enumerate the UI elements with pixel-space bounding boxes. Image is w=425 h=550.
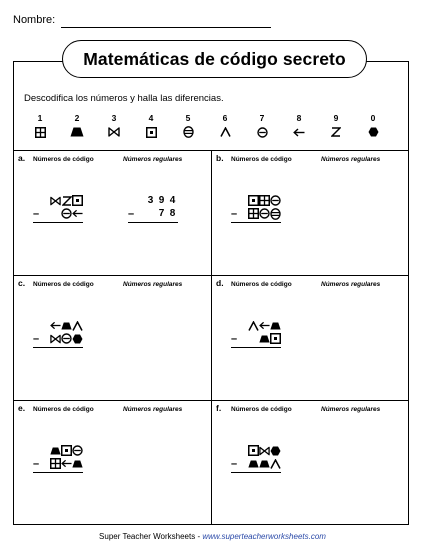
key-item-5 <box>178 113 198 138</box>
wedge-icon <box>248 319 259 332</box>
subtrahend-row <box>33 457 83 470</box>
Z-icon <box>326 126 346 138</box>
instructions: Descodifica los números y halla las diferencias. <box>24 93 224 104</box>
box-dot-icon <box>248 194 259 207</box>
code-numbers-header: Números de código <box>33 281 94 288</box>
regular-numbers-header: Números regulares <box>321 281 381 288</box>
key-digit: 0 <box>370 113 376 123</box>
trapezoid-icon <box>270 319 281 332</box>
box-plus-icon <box>50 457 61 470</box>
key-digit: 3 <box>111 113 117 123</box>
box-dot-icon <box>61 444 72 457</box>
digit: 3 <box>147 195 154 206</box>
trapezoid-icon <box>259 332 270 345</box>
minus-sign: – <box>128 207 135 220</box>
minuend-row <box>33 319 83 332</box>
minuend-row <box>33 194 83 207</box>
theta-bar-icon <box>270 207 281 220</box>
regular-numbers-header: Números regulares <box>321 406 381 413</box>
box-dot-icon <box>248 444 259 457</box>
title-text: Matemáticas de código secreto <box>83 48 346 69</box>
code-numbers-header: Números de código <box>33 156 94 163</box>
theta-icon <box>259 207 270 220</box>
box-plus-icon <box>248 207 259 220</box>
subtrahend-row <box>231 332 281 345</box>
minuend-row <box>231 194 281 207</box>
code-numbers-header: Números de código <box>231 156 292 163</box>
subtrahend-row <box>128 207 178 220</box>
code-numbers-header: Números de código <box>231 406 292 413</box>
answer-line[interactable] <box>33 472 83 473</box>
key-item-6 <box>215 113 235 138</box>
footer <box>0 532 425 541</box>
trapezoid-icon <box>72 457 83 470</box>
code-numbers-header: Números de código <box>33 406 94 413</box>
key-item-3 <box>104 113 124 138</box>
key-digit: 7 <box>259 113 265 123</box>
minus-sign: – <box>33 457 40 470</box>
regular-numbers-header: Números regulares <box>321 156 381 163</box>
trapezoid-icon <box>67 126 87 138</box>
left-arrow-icon <box>50 319 61 332</box>
answer-line[interactable] <box>33 347 83 348</box>
wedge-icon <box>270 457 281 470</box>
answer-line[interactable] <box>231 472 281 473</box>
theta-icon <box>72 444 83 457</box>
problem-letter: f. <box>216 403 222 413</box>
left-arrow-icon <box>259 319 270 332</box>
code-problem <box>33 194 83 223</box>
theta-bar-icon <box>178 126 198 138</box>
wedge-icon <box>215 126 235 138</box>
subtrahend-row <box>33 332 83 345</box>
code-problem <box>33 444 83 473</box>
theta-icon <box>61 332 72 345</box>
problem-letter: b. <box>216 153 224 163</box>
regular-numbers-header: Números regulares <box>123 281 183 288</box>
problem-cell-c <box>13 275 211 400</box>
minuend-row <box>33 444 83 457</box>
hexagon-icon <box>72 332 83 345</box>
problem-cell-a <box>13 150 211 275</box>
minuend-row <box>231 319 281 332</box>
box-dot-icon <box>270 332 281 345</box>
key-digit: 8 <box>296 113 302 123</box>
regular-numbers-header: Números regulares <box>123 156 183 163</box>
key-digit: 6 <box>222 113 228 123</box>
key-item-4 <box>141 113 161 138</box>
trapezoid-icon <box>248 457 259 470</box>
footer-url[interactable]: www.superteacherworksheets.com <box>202 532 326 541</box>
key-item-8 <box>289 113 309 138</box>
answer-line[interactable] <box>33 222 83 223</box>
problem-cell-e <box>13 400 211 525</box>
trapezoid-icon <box>259 457 270 470</box>
wedge-icon <box>72 319 83 332</box>
answer-line[interactable] <box>231 347 281 348</box>
problem-letter: a. <box>18 153 26 163</box>
digit: 4 <box>169 195 176 206</box>
minus-sign: – <box>33 332 40 345</box>
box-plus-icon <box>30 126 50 138</box>
regular-numbers-header: Números regulares <box>123 406 183 413</box>
minus-sign: – <box>231 207 238 220</box>
minus-sign: – <box>231 332 238 345</box>
theta-icon <box>61 207 72 220</box>
footer-text: Super Teacher Worksheets - <box>99 532 203 541</box>
problem-letter: d. <box>216 278 224 288</box>
answer-line[interactable] <box>231 222 281 223</box>
box-dot-icon <box>72 194 83 207</box>
bowtie-icon <box>259 444 270 457</box>
name-input-line[interactable] <box>61 27 271 28</box>
digit: 7 <box>158 208 165 219</box>
minus-sign: – <box>231 457 238 470</box>
code-problem <box>231 319 281 348</box>
subtrahend-row <box>33 207 83 220</box>
theta-icon <box>252 126 272 138</box>
subtrahend-row <box>231 457 281 470</box>
box-dot-icon <box>141 126 161 138</box>
key-item-9 <box>326 113 346 138</box>
subtrahend-row <box>231 207 281 220</box>
key-digit: 2 <box>74 113 80 123</box>
regular-problem <box>128 194 178 223</box>
key-item-2 <box>67 113 87 138</box>
bowtie-icon <box>104 126 124 138</box>
minus-sign: – <box>33 207 40 220</box>
key-digit: 1 <box>37 113 43 123</box>
trapezoid-icon <box>50 444 61 457</box>
code-problem <box>231 194 281 223</box>
box-plus-icon <box>259 194 270 207</box>
minuend-row <box>128 194 178 207</box>
left-arrow-icon <box>72 207 83 220</box>
key-item-1 <box>30 113 50 138</box>
hexagon-icon <box>270 444 281 457</box>
minuend-row <box>231 444 281 457</box>
left-arrow-icon <box>289 126 309 138</box>
worksheet-title <box>62 40 367 78</box>
answer-line[interactable] <box>128 222 178 223</box>
problem-cell-f <box>211 400 409 525</box>
name-label: Nombre: <box>13 14 56 26</box>
problem-letter: e. <box>18 403 26 413</box>
theta-icon <box>270 194 281 207</box>
key-item-0 <box>363 113 383 138</box>
problem-cell-d <box>211 275 409 400</box>
problem-cell-b <box>211 150 409 275</box>
bowtie-icon <box>50 332 61 345</box>
key-digit: 5 <box>185 113 191 123</box>
bowtie-icon <box>50 194 61 207</box>
code-problem <box>231 444 281 473</box>
digit: 8 <box>169 208 176 219</box>
code-numbers-header: Números de código <box>231 281 292 288</box>
problem-letter: c. <box>18 278 26 288</box>
key-digit: 4 <box>148 113 154 123</box>
trapezoid-icon <box>61 319 72 332</box>
key-item-7 <box>252 113 272 138</box>
hexagon-icon <box>363 126 383 138</box>
digit: 9 <box>158 195 165 206</box>
key-digit: 9 <box>333 113 339 123</box>
left-arrow-icon <box>61 457 72 470</box>
Z-icon <box>61 194 72 207</box>
code-problem <box>33 319 83 348</box>
